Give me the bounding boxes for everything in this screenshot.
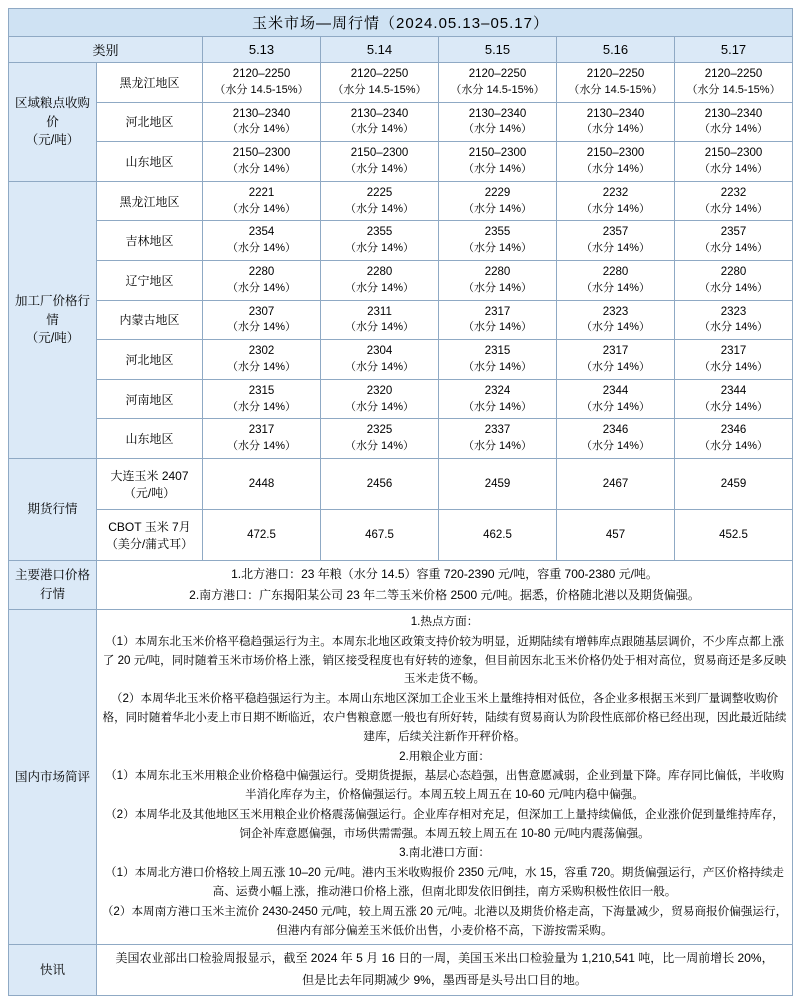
cell-note: （水分 14%） xyxy=(226,400,297,413)
cell-value: 452.5 xyxy=(675,510,793,561)
cell-note: （水分 14%） xyxy=(226,281,297,294)
cell-note: （水分 14%） xyxy=(226,202,297,215)
cell-price: 2355 xyxy=(484,226,511,239)
section-label-line1: 区域粮点收购价 xyxy=(14,95,90,129)
table-row xyxy=(9,610,793,945)
futures-name-line2: （元/吨） xyxy=(123,486,176,501)
cell-value xyxy=(557,63,675,103)
cell-value xyxy=(203,379,321,419)
review-paragraph: 3.南北港口方面： xyxy=(399,846,490,860)
row-label-henan: 河南地区 xyxy=(97,379,203,419)
cell-note: （水分 14%） xyxy=(462,440,533,453)
page-title: 玉米市场—周行情（2024.05.13–05.17） xyxy=(9,9,793,37)
cell-price: 2320 xyxy=(366,384,393,397)
cell-value xyxy=(203,261,321,301)
cell-note: （水分 14.5-15%） xyxy=(686,83,781,96)
cell-note: （水分 14%） xyxy=(698,321,769,334)
row-label-hebei: 河北地区 xyxy=(97,340,203,380)
cell-note: （水分 14%） xyxy=(226,321,297,334)
cell-note: （水分 14%） xyxy=(698,123,769,136)
cell-note: （水分 14%） xyxy=(344,202,415,215)
row-label-heilongjiang: 黑龙江地区 xyxy=(97,181,203,221)
section-label-line2: 行情 xyxy=(39,587,65,602)
cell-value xyxy=(557,419,675,459)
cell-note: （水分 14%） xyxy=(698,242,769,255)
futures-name-line1: CBOT 玉米 7月 xyxy=(108,520,191,535)
cell-value xyxy=(203,142,321,182)
row-label-hebei: 河北地区 xyxy=(97,102,203,142)
cell-value xyxy=(203,221,321,261)
review-paragraph: （2）本周南方港口玉米主流价 2430-2450 元/吨，较上周五涨 20 元/吨。北港以及期货价格走高，下海量减少，贸易商报价偏强运行，但港内有部分偏差玉米低价出售，小麦价格不高，下游按需采购。 xyxy=(101,904,788,937)
table-row xyxy=(9,221,793,261)
cell-price: 2302 xyxy=(248,345,275,358)
cell-value xyxy=(557,379,675,419)
cell-price: 2317 xyxy=(484,305,511,318)
table-row xyxy=(9,300,793,340)
cell-note: （水分 14%） xyxy=(462,400,533,413)
cell-value xyxy=(203,419,321,459)
cell-price: 2150–2300 xyxy=(350,147,409,160)
table-row xyxy=(9,261,793,301)
cell-value xyxy=(675,142,793,182)
cell-price: 2130–2340 xyxy=(468,107,527,120)
ports-line-1: 1.北方港口：23 年粮（水分 14.5）容重 720-2390 元/吨，容重 700-2380 元/吨。 xyxy=(231,567,658,582)
cell-price: 2120–2250 xyxy=(232,68,291,80)
row-label-neimenggu: 内蒙古地区 xyxy=(97,300,203,340)
cell-note: （水分 14%） xyxy=(698,400,769,413)
cell-value xyxy=(675,300,793,340)
table-row xyxy=(9,63,793,103)
row-label-liaoning: 辽宁地区 xyxy=(97,261,203,301)
cell-price: 2344 xyxy=(602,384,629,397)
cell-note: （水分 14.5-15%） xyxy=(568,83,663,96)
cell-value xyxy=(675,221,793,261)
section-label-line2: （元/吨） xyxy=(25,331,80,346)
cell-price: 2304 xyxy=(366,345,393,358)
cell-value xyxy=(321,379,439,419)
cell-price: 2317 xyxy=(720,345,747,358)
section-label-region-purchase xyxy=(9,63,97,182)
cell-value xyxy=(321,221,439,261)
table-row xyxy=(9,945,793,995)
section-label-futures: 期货行情 xyxy=(9,459,97,561)
row-label-cbot-corn-july xyxy=(97,510,203,561)
cell-note: （水分 14%） xyxy=(580,202,651,215)
cell-value xyxy=(321,261,439,301)
review-paragraph: （2）本周华北玉米价格平稳趋强运行为主。本周山东地区深加工企业玉米上量维持相对低位，各企业多根据玉米到厂量调整收购价格，同时随着华北小麦上市日期不断临近，农户售粮意愿一般也有所好转，陆续有贸易商认为阶段性底部价格已经出现，因此最近陆续建库，后续关注新作开秤价格。 xyxy=(102,692,787,743)
cell-price: 2317 xyxy=(248,424,275,437)
cell-value xyxy=(321,181,439,221)
cell-note: （水分 14%） xyxy=(226,242,297,255)
cell-value: 467.5 xyxy=(321,510,439,561)
cell-price: 2232 xyxy=(602,186,629,199)
cell-price: 2346 xyxy=(720,424,747,437)
cell-note: （水分 14%） xyxy=(580,440,651,453)
table-row xyxy=(9,379,793,419)
cell-price: 2130–2340 xyxy=(586,107,645,120)
cell-note: （水分 14%） xyxy=(344,242,415,255)
cell-value xyxy=(439,379,557,419)
cell-price: 2221 xyxy=(248,186,275,199)
cell-price: 2130–2340 xyxy=(704,107,763,120)
header-row xyxy=(9,37,793,63)
cell-value xyxy=(321,419,439,459)
cell-value xyxy=(321,300,439,340)
cell-note: （水分 14%） xyxy=(698,440,769,453)
cell-price: 2130–2340 xyxy=(232,107,291,120)
cell-price: 2280 xyxy=(366,266,393,279)
cell-value xyxy=(557,300,675,340)
cell-price: 2229 xyxy=(484,186,511,199)
cell-price: 2280 xyxy=(248,266,275,279)
cell-price: 2280 xyxy=(602,266,629,279)
cell-value xyxy=(675,379,793,419)
date-header-0: 5.13 xyxy=(203,37,321,63)
table-row xyxy=(9,561,793,610)
section-label-news: 快讯 xyxy=(9,945,97,995)
row-label-shandong: 山东地区 xyxy=(97,142,203,182)
cell-value xyxy=(439,300,557,340)
cell-value xyxy=(321,142,439,182)
cell-price: 2232 xyxy=(720,186,747,199)
news-line-1: 美国农业部出口检验周报显示，截至 2024 年 5 月 16 日的一周，美国玉米出口检验量为 1,210,541 吨，比一周前增长 20%， xyxy=(115,951,774,966)
cell-price: 2120–2250 xyxy=(704,68,763,80)
cell-value xyxy=(203,340,321,380)
row-label-heilongjiang: 黑龙江地区 xyxy=(97,63,203,103)
cell-note: （水分 14%） xyxy=(462,123,533,136)
futures-name-line1: 大连玉米 2407 xyxy=(110,469,189,484)
table-row xyxy=(9,419,793,459)
cell-price: 2355 xyxy=(366,226,393,239)
cell-price: 2120–2250 xyxy=(468,68,527,80)
cell-value xyxy=(203,102,321,142)
cell-note: （水分 14%） xyxy=(580,360,651,373)
cell-price: 2307 xyxy=(248,305,275,318)
cell-note: （水分 14.5-15%） xyxy=(450,83,545,96)
table-row xyxy=(9,181,793,221)
section-label-line1: 加工厂价格行情 xyxy=(14,293,90,327)
cell-value xyxy=(557,221,675,261)
cell-value xyxy=(203,181,321,221)
cell-price: 2280 xyxy=(720,266,747,279)
row-label-dalian-corn-2407 xyxy=(97,459,203,510)
cell-value xyxy=(439,221,557,261)
news-line-2: 但是比去年同期减少 9%，墨西哥是头号出口目的地。 xyxy=(302,972,587,987)
market-review-content xyxy=(97,610,793,945)
cell-note: （水分 14%） xyxy=(344,281,415,294)
section-label-market-review: 国内市场简评 xyxy=(9,610,97,945)
cell-value xyxy=(675,102,793,142)
review-paragraph: 2.用粮企业方面： xyxy=(399,749,490,763)
cell-note: （水分 14%） xyxy=(698,360,769,373)
date-header-1: 5.14 xyxy=(321,37,439,63)
cell-value xyxy=(439,142,557,182)
cell-price: 2317 xyxy=(602,345,629,358)
cell-value xyxy=(557,340,675,380)
cell-value xyxy=(557,181,675,221)
cell-note: （水分 14.5-15%） xyxy=(214,83,309,96)
cell-value xyxy=(321,63,439,103)
cell-value xyxy=(203,300,321,340)
cell-value xyxy=(557,261,675,301)
row-label-jilin: 吉林地区 xyxy=(97,221,203,261)
cell-note: （水分 14%） xyxy=(580,123,651,136)
cell-price: 2120–2250 xyxy=(586,68,645,80)
cell-value xyxy=(557,102,675,142)
cell-price: 2357 xyxy=(720,226,747,239)
cell-note: （水分 14%） xyxy=(226,360,297,373)
cell-note: （水分 14%） xyxy=(580,162,651,175)
ports-content xyxy=(97,561,793,610)
cell-value: 2456 xyxy=(321,459,439,510)
cell-price: 2346 xyxy=(602,424,629,437)
cell-value xyxy=(675,419,793,459)
cell-note: （水分 14.5-15%） xyxy=(332,83,427,96)
cell-note: （水分 14%） xyxy=(580,281,651,294)
cell-price: 2357 xyxy=(602,226,629,239)
cell-price: 2130–2340 xyxy=(350,107,409,120)
cell-value xyxy=(321,102,439,142)
futures-name-line2: （美分/蒲式耳） xyxy=(105,537,194,552)
news-content xyxy=(97,945,793,995)
cell-value: 472.5 xyxy=(203,510,321,561)
table-row xyxy=(9,459,793,510)
cell-price: 2311 xyxy=(367,305,392,318)
ports-line-2: 2.南方港口：广东揭阳某公司 23 年二等玉米价格 2500 元/吨。据悉，价格随北港以及期货偏强。 xyxy=(189,588,700,603)
corn-market-table xyxy=(8,8,793,996)
cell-note: （水分 14%） xyxy=(462,281,533,294)
table-row xyxy=(9,340,793,380)
title-row xyxy=(9,9,793,37)
cell-note: （水分 14%） xyxy=(698,202,769,215)
cell-value xyxy=(675,340,793,380)
date-header-2: 5.15 xyxy=(439,37,557,63)
section-label-factory-price xyxy=(9,181,97,458)
cell-price: 2315 xyxy=(484,345,511,358)
cell-price: 2315 xyxy=(248,384,275,397)
section-label-line2: （元/吨） xyxy=(25,133,80,148)
date-header-4: 5.17 xyxy=(675,37,793,63)
cell-price: 2337 xyxy=(484,424,511,437)
cell-price: 2150–2300 xyxy=(704,147,763,160)
review-paragraph: （2）本周华北及其他地区玉米用粮企业价格震荡偏强运行。企业库存相对充足，但深加工上量持续偏低，企业涨价促到量维持库存，饲企补库意愿偏强，市场供需需强。本周五较上周五在 10-80 元/吨内震荡偏强。 xyxy=(105,807,784,840)
cell-note: （水分 14%） xyxy=(462,202,533,215)
cell-value xyxy=(439,102,557,142)
cell-price: 2354 xyxy=(248,226,275,239)
review-paragraph: 1.热点方面： xyxy=(410,615,479,629)
cell-note: （水分 14%） xyxy=(580,242,651,255)
cell-value xyxy=(321,340,439,380)
cell-value xyxy=(675,261,793,301)
cell-note: （水分 14%） xyxy=(344,321,415,334)
cell-note: （水分 14%） xyxy=(462,321,533,334)
cell-price: 2323 xyxy=(602,305,629,318)
cell-price: 2280 xyxy=(484,266,511,279)
cell-value: 457 xyxy=(557,510,675,561)
review-paragraph: （1）本周东北玉米用粮企业价格稳中偏强运行。受期货提振，基层心态趋强，出售意愿减弱，企业到量下降。库存同比偏低，半收购半消化库存为主，价格偏强运行。本周五较上周五在 10-60 元/吨内稳中偏强。 xyxy=(105,769,784,802)
cell-price: 2150–2300 xyxy=(232,147,291,160)
cell-note: （水分 14%） xyxy=(226,162,297,175)
cell-value: 462.5 xyxy=(439,510,557,561)
cell-value xyxy=(439,340,557,380)
cell-note: （水分 14%） xyxy=(344,440,415,453)
cell-price: 2323 xyxy=(720,305,747,318)
review-paragraph: （1）本周北方港口价格较上周五涨 10–20 元/吨。港内玉米收购报价 2350 元/吨，水 15，容重 720。期货偏强运行，产区价格持续走高、运费小幅上涨，推动港口价格上涨，但南北即发依旧倒挂，南方采购积极性依旧一般。 xyxy=(105,866,785,899)
cell-value xyxy=(557,142,675,182)
cell-note: （水分 14%） xyxy=(462,162,533,175)
review-paragraph: （1）本周东北玉米价格平稳趋强运行为主。本周东北地区政策支持价较为明显，近期陆续有增韩库点跟随基层调价，不少库点都上涨了 20 元/吨，同时随着玉米市场价格上涨，销区接受程度也有好转的迹象，但目前因东北玉米价格仍处于相对高位，贸易商还是多反映玉米走货不畅。 xyxy=(102,634,787,686)
cell-price: 2324 xyxy=(484,384,511,397)
cell-note: （水分 14%） xyxy=(226,440,297,453)
cell-price: 2225 xyxy=(366,186,393,199)
cell-note: （水分 14%） xyxy=(580,400,651,413)
cell-value: 2467 xyxy=(557,459,675,510)
table-row xyxy=(9,510,793,561)
cell-value xyxy=(675,63,793,103)
cell-note: （水分 14%） xyxy=(344,360,415,373)
cell-value: 2459 xyxy=(675,459,793,510)
cell-note: （水分 14%） xyxy=(344,123,415,136)
table-row xyxy=(9,102,793,142)
cell-price: 2325 xyxy=(366,424,393,437)
cell-value xyxy=(439,63,557,103)
section-label-line1: 主要港口价格 xyxy=(14,568,90,583)
cell-note: （水分 14%） xyxy=(344,400,415,413)
cell-price: 2150–2300 xyxy=(586,147,645,160)
cell-note: （水分 14%） xyxy=(226,123,297,136)
category-header: 类别 xyxy=(9,37,203,63)
cell-value: 2448 xyxy=(203,459,321,510)
cell-value xyxy=(439,181,557,221)
cell-note: （水分 14%） xyxy=(698,162,769,175)
cell-price: 2120–2250 xyxy=(350,68,409,80)
cell-note: （水分 14%） xyxy=(462,242,533,255)
cell-price: 2344 xyxy=(720,384,747,397)
section-label-ports xyxy=(9,561,97,610)
cell-note: （水分 14%） xyxy=(580,321,651,334)
cell-value: 2459 xyxy=(439,459,557,510)
cell-value xyxy=(439,419,557,459)
cell-note: （水分 14%） xyxy=(462,360,533,373)
cell-note: （水分 14%） xyxy=(344,162,415,175)
date-header-3: 5.16 xyxy=(557,37,675,63)
row-label-shandong: 山东地区 xyxy=(97,419,203,459)
cell-price: 2150–2300 xyxy=(468,147,527,160)
cell-value xyxy=(439,261,557,301)
cell-note: （水分 14%） xyxy=(698,281,769,294)
cell-value xyxy=(675,181,793,221)
cell-value xyxy=(203,63,321,103)
table-row xyxy=(9,142,793,182)
